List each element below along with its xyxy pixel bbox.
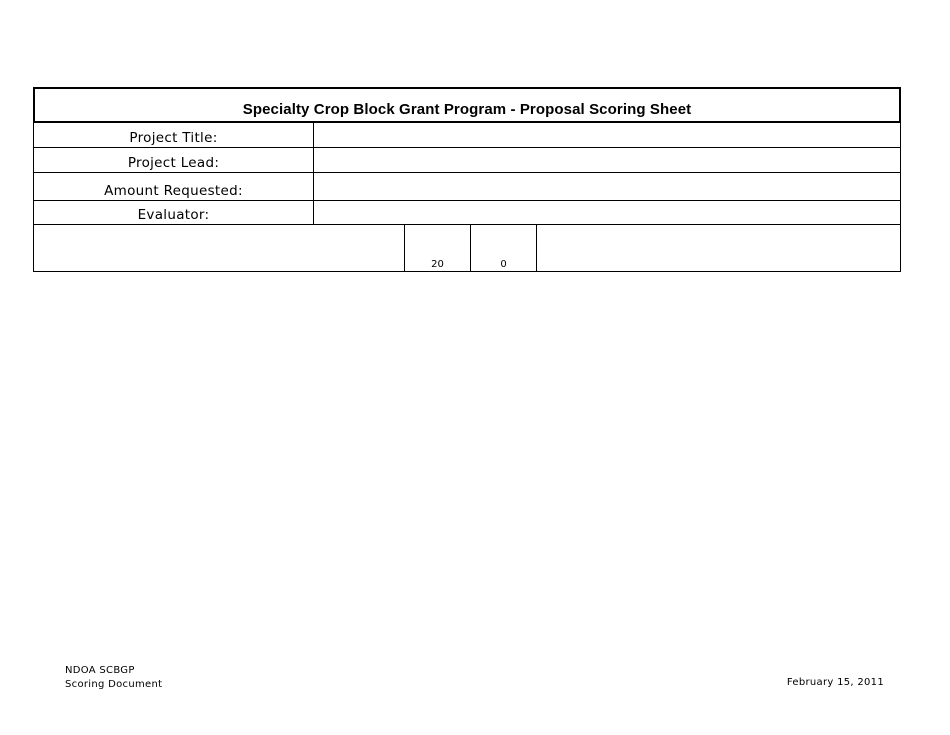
field-label-project-lead: Project Lead: — [34, 148, 314, 172]
field-value-project-lead[interactable] — [314, 148, 900, 172]
max-points-value: 20 — [431, 259, 444, 270]
field-value-amount-requested[interactable] — [314, 173, 900, 200]
sheet-title: Specialty Crop Block Grant Program - Proposal Scoring Sheet — [242, 101, 692, 118]
field-value-project-title[interactable] — [314, 123, 900, 147]
footer-left — [65, 664, 162, 692]
scoring-sheet-table — [33, 87, 901, 272]
comments-cell[interactable] — [537, 225, 900, 271]
field-row-evaluator — [33, 201, 901, 225]
field-label-project-title: Project Title: — [34, 123, 314, 147]
field-value-evaluator[interactable] — [314, 201, 900, 224]
max-points-cell — [405, 225, 471, 271]
field-row-project-lead — [33, 148, 901, 173]
criteria-cell — [34, 225, 405, 271]
footer-org: NDOA SCBGP — [65, 665, 135, 676]
footer-date: February 15, 2011 — [786, 677, 884, 688]
score-value: 0 — [500, 259, 507, 270]
score-row — [33, 225, 901, 272]
sheet-title-box — [33, 87, 901, 123]
field-label-amount-requested: Amount Requested: — [34, 173, 314, 200]
field-label-evaluator: Evaluator: — [34, 201, 314, 224]
score-cell[interactable] — [471, 225, 537, 271]
field-row-project-title — [33, 123, 901, 148]
footer-doc-type: Scoring Document — [65, 679, 163, 690]
field-row-amount-requested — [33, 173, 901, 201]
